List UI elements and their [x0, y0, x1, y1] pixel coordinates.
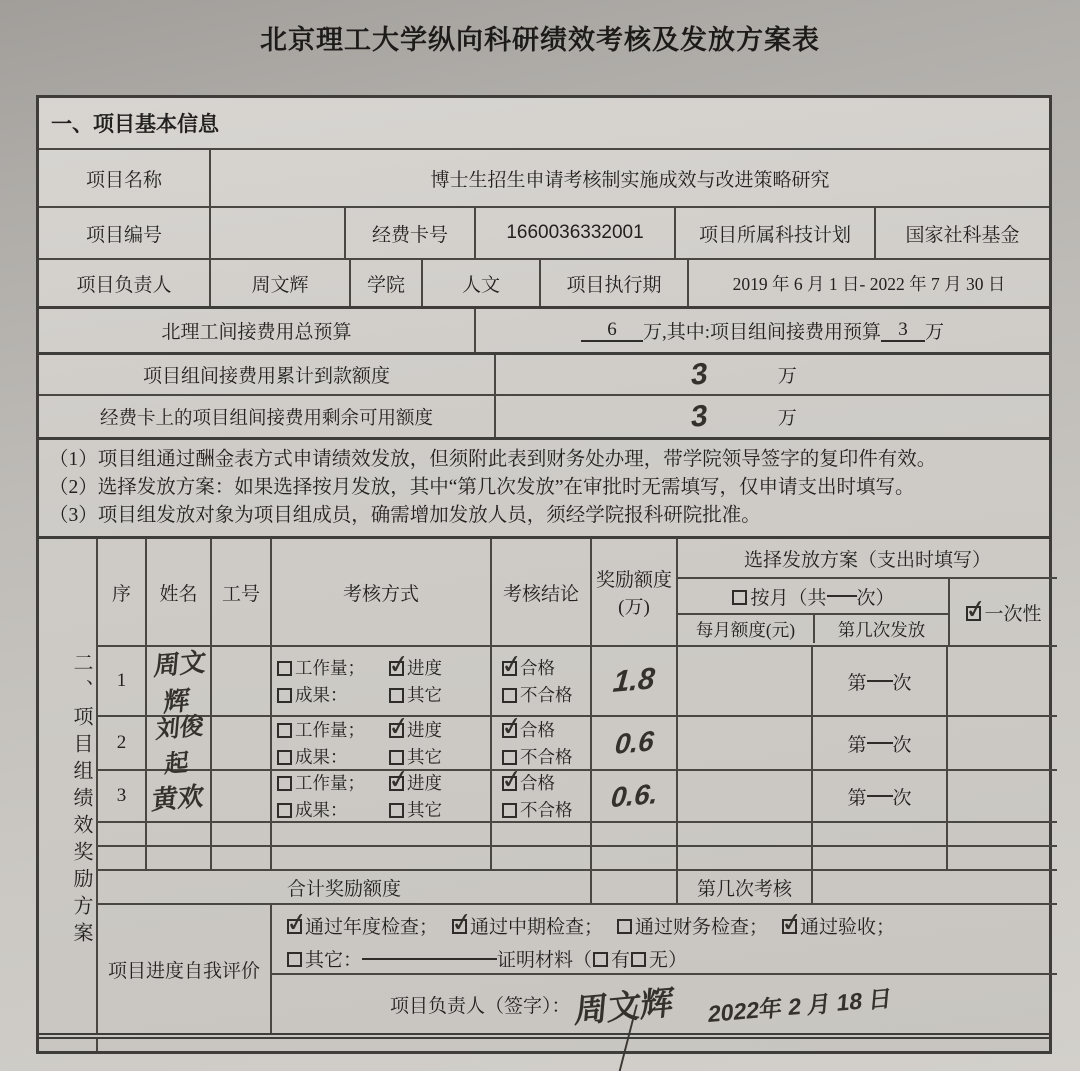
empno-cell	[210, 771, 270, 821]
method-cell	[270, 717, 490, 769]
month-amount-cell	[676, 823, 811, 845]
which-blank	[867, 680, 893, 682]
budget-unit-text: 万	[925, 322, 945, 343]
handwritten-name: 刘俊起	[154, 712, 205, 779]
col-reward-header	[590, 539, 676, 645]
period-label: 项目执行期	[539, 260, 687, 306]
result-checkbox-icon	[277, 803, 292, 818]
which-pay-header: 第几次发放	[813, 615, 948, 643]
finance-check-label: 通过财务检查；	[635, 917, 769, 938]
method-cell	[270, 847, 490, 869]
seq-cell: 2	[116, 732, 127, 753]
workload-label: 工作量；	[295, 658, 365, 678]
progress-checkbox-icon	[389, 776, 404, 791]
pass-label: 合格	[520, 773, 555, 793]
note-2: （2）选择发放方案：如果选择按月发放，其中“第几次发放”在审批时无需填写，仅申请支出时填写。	[49, 477, 915, 498]
seq-cell: 1	[116, 670, 127, 691]
mid-check-checkbox-icon	[452, 919, 467, 934]
name-cell	[145, 823, 210, 845]
which-post: 次	[892, 672, 912, 694]
other-label: 其它	[407, 800, 442, 820]
note-1: （1）项目组通过酬金表方式申请绩效发放，但须附此表到财务处办理，带学院领导签字的复印件有效。	[49, 449, 937, 470]
remain-label: 经费卡上的项目组间接费用剩余可用额度	[99, 408, 433, 429]
col-empno-header: 工号	[210, 539, 270, 645]
conclusion-cell	[490, 717, 590, 769]
handwritten-reward: 0.6.	[609, 777, 659, 814]
empno-cell	[210, 823, 270, 845]
section1-heading-row	[39, 98, 1049, 148]
workload-label: 工作量；	[295, 720, 365, 740]
remain-unit: 万	[777, 408, 797, 429]
pass-checkbox-icon	[502, 661, 517, 676]
fail-label: 不合格	[520, 685, 573, 705]
handwritten-name: 黄欢	[151, 780, 206, 815]
reward-cell	[590, 771, 676, 821]
material-have-label: 有	[611, 950, 631, 971]
pass-label: 合格	[520, 658, 555, 678]
page-title: 北京理工大学纵向科研绩效考核及发放方案表	[260, 25, 820, 55]
empty-stub-cell	[96, 1039, 1049, 1051]
result-label: 成果：	[295, 747, 348, 767]
name-cell	[145, 847, 210, 869]
once-cell	[946, 717, 1057, 769]
material-label: 证明材料（	[497, 950, 593, 971]
reward-header-line2: (万)	[618, 597, 650, 618]
handwritten-name: 周文辉	[152, 646, 208, 718]
table-row-empty	[98, 845, 1057, 869]
which-pay-cell	[811, 647, 946, 715]
award-header	[98, 539, 1057, 645]
handwritten-date: 2022年 2 月 18 日	[706, 984, 893, 1027]
which-pay-cell	[811, 717, 946, 769]
monthly-sub-row	[678, 615, 948, 643]
annual-check-checkbox-icon	[287, 919, 302, 934]
school-value: 人文	[421, 260, 539, 306]
name-cell	[145, 646, 210, 718]
monthly-block	[678, 579, 948, 645]
seq-cell: 3	[116, 785, 127, 806]
self-eval-content	[270, 905, 1057, 1033]
program-value: 国家社科基金	[874, 208, 1049, 258]
reward-header-line1: 奖励额度	[595, 570, 672, 591]
once-cell	[946, 847, 1057, 869]
fail-checkbox-icon	[502, 803, 517, 818]
budget-group-blank: 3	[881, 320, 925, 342]
workload-label: 工作量；	[295, 773, 365, 793]
col-name-header: 姓名	[145, 539, 210, 645]
seq-cell	[98, 823, 145, 845]
reward-cell	[590, 717, 676, 769]
which-post: 次	[892, 734, 912, 756]
plan-sub-header	[678, 579, 1057, 645]
result-checkbox-icon	[277, 750, 292, 765]
result-label: 成果：	[295, 800, 348, 820]
project-name-row	[39, 148, 1049, 206]
budget-mid-text: 万,其中:项目组间接费用预算	[642, 322, 881, 343]
acceptance-check-checkbox-icon	[782, 919, 797, 934]
other-label: 其它	[407, 747, 442, 767]
workload-checkbox-icon	[277, 723, 292, 738]
project-name-value: 博士生招生申请考核制实施成效与改进策略研究	[209, 150, 1049, 206]
self-eval-checkboxes	[272, 905, 1057, 975]
notes-row	[39, 437, 1049, 536]
other-checkbox-icon	[389, 688, 404, 703]
workload-checkbox-icon	[277, 661, 292, 676]
handwritten-reward: 0.6	[613, 725, 655, 760]
material-none-checkbox-icon	[631, 952, 646, 967]
monthly-post: 次）	[856, 587, 895, 609]
form-table	[36, 95, 1052, 1054]
monthly-pre: 按月（共	[750, 587, 827, 609]
once-cell	[946, 771, 1057, 821]
fund-card-value: 1660036332001	[474, 208, 674, 258]
workload-checkbox-icon	[277, 776, 292, 791]
side-column-stub	[39, 1039, 96, 1051]
pass-checkbox-icon	[502, 723, 517, 738]
self-eval-label: 项目进度自我评价	[107, 960, 260, 982]
seq-cell	[98, 847, 145, 869]
fund-card-label: 经费卡号	[344, 208, 474, 258]
notes-cell	[39, 440, 1049, 536]
assess-value-cell	[811, 871, 1057, 903]
empno-cell	[210, 647, 270, 715]
conclusion-cell	[490, 647, 590, 715]
reward-cell	[590, 847, 676, 869]
remain-handwritten-value: 3	[689, 398, 710, 434]
which-blank	[867, 742, 893, 744]
monthly-times-blank	[827, 595, 857, 597]
pi-value: 周文辉	[209, 260, 349, 306]
arrived-row	[39, 352, 1049, 394]
material-have-checkbox-icon	[593, 952, 608, 967]
once-cell	[946, 823, 1057, 845]
school-label: 学院	[349, 260, 421, 306]
conclusion-cell	[490, 823, 590, 845]
col-seq-header: 序	[111, 583, 131, 605]
section1-heading: 一、项目基本信息	[51, 112, 219, 136]
conclusion-cell	[490, 847, 590, 869]
empno-cell	[210, 847, 270, 869]
progress-checkbox-icon	[389, 661, 404, 676]
other-eval-label: 其它：	[305, 950, 363, 971]
result-checkbox-icon	[277, 688, 292, 703]
award-header-left	[98, 539, 676, 645]
material-close: ）	[668, 950, 688, 971]
progress-checkbox-icon	[389, 723, 404, 738]
which-blank	[867, 795, 893, 797]
note-3: （3）项目组发放对象为项目组成员，确需增加发放人员，须经学院报科研院批准。	[49, 505, 761, 526]
handwritten-reward: 1.8	[611, 661, 657, 700]
table-row	[98, 769, 1057, 821]
project-no-value	[209, 208, 344, 258]
empno-cell	[210, 717, 270, 769]
method-cell	[270, 771, 490, 821]
signature-label: 项目负责人（签字）：	[390, 995, 571, 1017]
fail-checkbox-icon	[502, 688, 517, 703]
which-pay-cell	[811, 847, 946, 869]
method-cell	[270, 647, 490, 715]
which-pre: 第	[847, 734, 867, 756]
other-checkbox-icon	[389, 750, 404, 765]
self-eval-row	[98, 903, 1057, 1033]
arrived-handwritten-value: 3	[689, 356, 710, 392]
other-label: 其它	[407, 685, 442, 705]
table-row-empty	[98, 821, 1057, 845]
material-none-label: 无	[649, 950, 669, 971]
method-cell	[270, 823, 490, 845]
once-checkbox-icon	[966, 606, 981, 621]
which-post: 次	[892, 787, 912, 809]
fail-label: 不合格	[520, 747, 573, 767]
signature-area	[272, 975, 1057, 1033]
other-eval-blank	[362, 958, 497, 960]
remain-row	[39, 394, 1049, 437]
annual-check-label: 通过年度检查；	[305, 917, 439, 938]
month-amount-cell	[676, 647, 811, 715]
result-label: 成果：	[295, 685, 348, 705]
month-amount-cell	[676, 717, 811, 769]
total-row	[98, 869, 1057, 903]
remain-value-cell	[494, 396, 1049, 437]
which-pre: 第	[847, 787, 867, 809]
other-checkbox-icon	[389, 803, 404, 818]
progress-label: 进度	[407, 720, 442, 740]
budget-label: 北理工间接费用总预算	[161, 322, 352, 343]
finance-check-checkbox-icon	[617, 919, 632, 934]
acceptance-check-label: 通过验收；	[800, 917, 896, 938]
progress-label: 进度	[407, 658, 442, 678]
which-pay-cell	[811, 771, 946, 821]
fail-checkbox-icon	[502, 750, 517, 765]
arrived-label: 项目组间接费用累计到款额度	[142, 366, 390, 387]
monthly-option-cell	[678, 579, 948, 615]
award-header-right	[676, 539, 1057, 645]
next-section-partial-row	[39, 1033, 1049, 1051]
budget-row	[39, 306, 1049, 352]
name-cell	[145, 771, 210, 821]
total-value-cell	[590, 871, 676, 903]
project-name-label: 项目名称	[85, 169, 162, 191]
name-cell	[145, 712, 210, 779]
signature-name: 周文辉	[572, 982, 675, 1030]
arrived-value-cell	[494, 355, 1049, 394]
progress-label: 进度	[407, 773, 442, 793]
monthly-checkbox-icon	[732, 590, 747, 605]
table-row	[98, 712, 1057, 779]
which-pay-cell	[811, 823, 946, 845]
reward-cell	[590, 823, 676, 845]
budget-value	[474, 309, 1049, 352]
budget-total-blank: 6	[581, 320, 643, 342]
fail-label: 不合格	[520, 800, 573, 820]
mid-check-label: 通过中期检查；	[470, 917, 604, 938]
period-value: 2019 年 6 月 1 日- 2022 年 7 月 30 日	[687, 260, 1049, 306]
month-amount-header: 每月额度(元)	[695, 619, 796, 640]
total-label: 合计奖励额度	[286, 878, 401, 900]
other-eval-checkbox-icon	[287, 952, 302, 967]
handwritten-signature	[573, 976, 676, 1032]
plan-header: 选择发放方案（支出时填写）	[678, 539, 1057, 579]
section2	[39, 536, 1049, 1033]
month-amount-cell	[676, 847, 811, 869]
assess-label: 第几次考核	[676, 871, 811, 903]
pass-checkbox-icon	[502, 776, 517, 791]
pi-row	[39, 258, 1049, 306]
once-option-cell	[948, 579, 1057, 645]
once-cell	[946, 647, 1057, 715]
conclusion-cell	[490, 771, 590, 821]
pass-label: 合格	[520, 720, 555, 740]
month-amount-cell	[676, 771, 811, 821]
program-label: 项目所属科技计划	[674, 208, 874, 258]
section2-main	[96, 539, 1057, 1033]
section2-side-label: 二、项目组绩效奖励方案	[70, 651, 92, 949]
project-number-row	[39, 206, 1049, 258]
which-pre: 第	[847, 672, 867, 694]
arrived-unit: 万	[777, 366, 797, 387]
col-method-header: 考核方式	[270, 539, 490, 645]
col-conclusion-header: 考核结论	[490, 539, 590, 645]
pi-label: 项目负责人	[76, 274, 172, 296]
once-label: 一次性	[984, 603, 1042, 625]
project-no-label: 项目编号	[85, 224, 162, 246]
table-row	[98, 645, 1057, 718]
reward-cell	[590, 647, 676, 715]
